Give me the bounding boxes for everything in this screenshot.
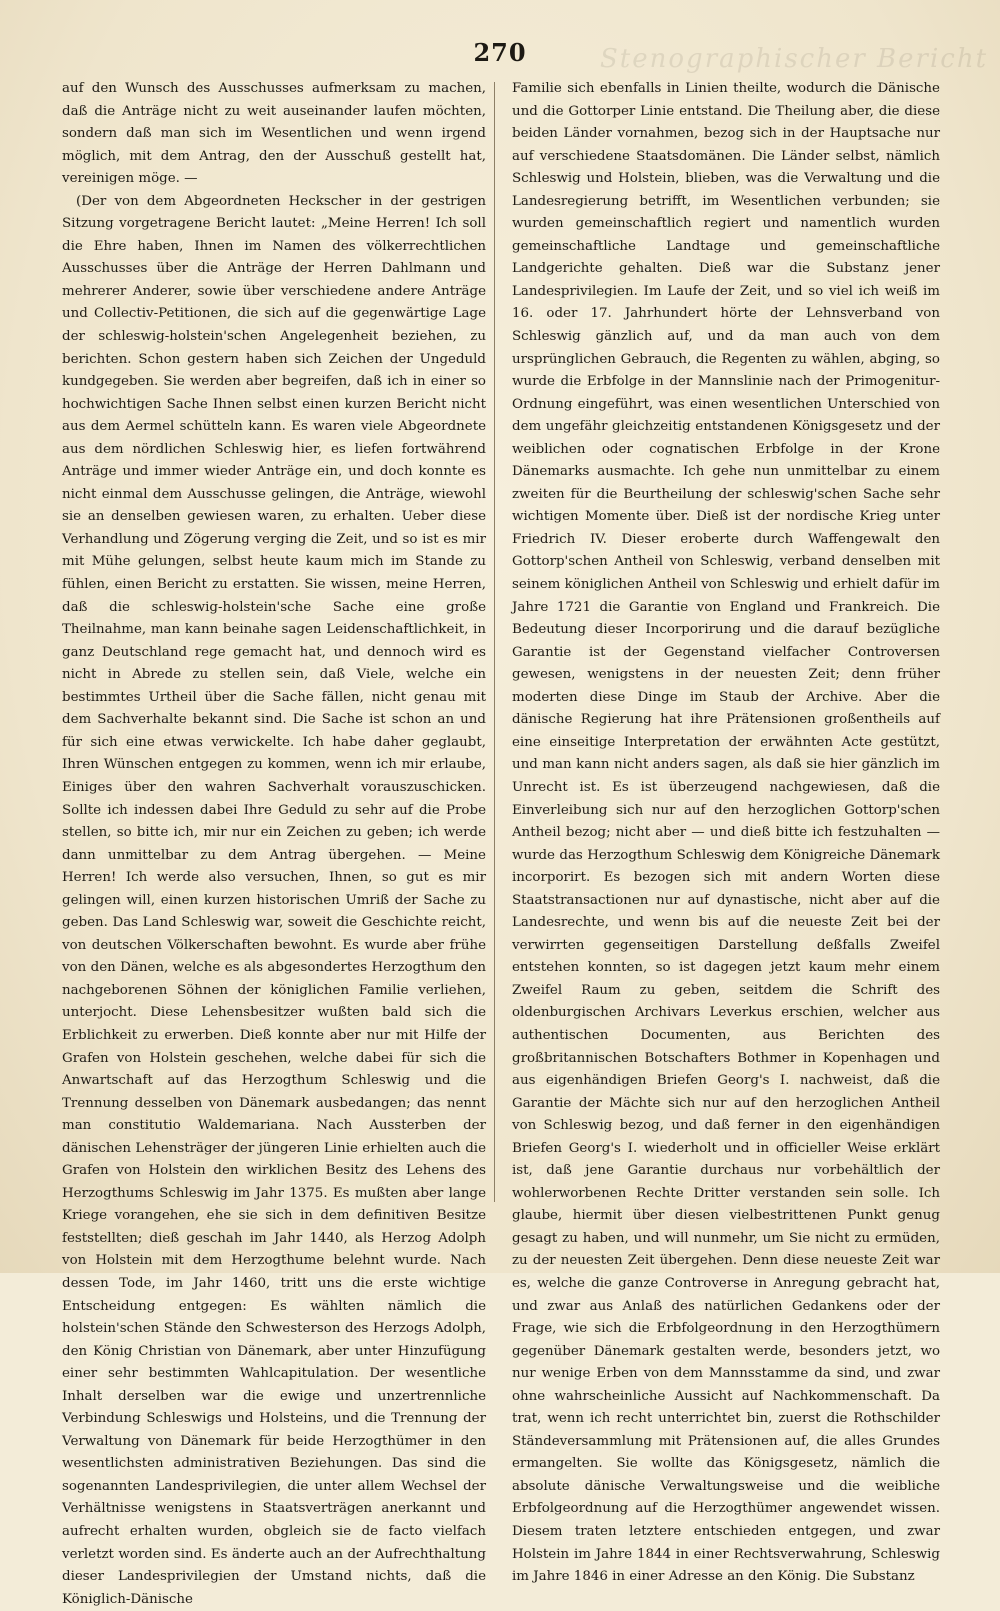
right-column [512, 78, 940, 1589]
page-number: 270 [473, 38, 527, 67]
bleed-through-heading: Stenographischer Bericht [600, 44, 989, 74]
right-paragraph-1: Familie sich ebenfalls in Linien theilte, wodurch die Dänische und die Gottorper Linie entstand. Die Theilung aber, die diese beiden Länder vornahmen, bezog sich in der Hauptsache nur auf verschiedene Staatsdomänen. Die Länder selbst, nämlich Schleswig und Holstein, blieben, was die Verwaltung und die Landesregierung betrifft, im Wesentlichen verbunden; sie wurden gemeinschaftlich regiert und namentlich wurden gemeinschaftliche Landtage und gemeinschaftliche Landgerichte gehalten. Dieß war die Substanz jener Landesprivilegien. Im Laufe der Zeit, und so viel ich weiß im 16. oder 17. Jahrhundert hörte der Lehnsverband von Schleswig gänzlich auf, und da man auch von dem ursprünglichen Gebrauch, die Regenten zu wählen, abging, so wurde die Erbfolge in der Mannslinie nach der Primogenitur-Ordnung eingeführt, was einen wesentlichen Unterschied von dem ungefähr gleichzeitig entstandenen Königsgesetz und der weiblichen oder cognatischen Erbfolge in der Krone Dänemarks ausmachte. Ich gehe nun unmittelbar zu einem zweiten für die Beurtheilung der schleswig'schen Sache sehr wichtigen Momente über. Dieß ist der nordische Krieg unter Friedrich IV. Dieser eroberte durch Waffengewalt den Gottorp'schen Antheil von Schleswig, verband denselben mit seinem königlichen Antheil von Schleswig und erhielt dafür im Jahre 1721 die Garantie von England und Frankreich. Die Bedeutung dieser Incorporirung und die darauf bezügliche Garantie ist der Gegenstand vielfacher Controversen gewesen, wenigstens in der neuesten Zeit; denn früher moderten diese Dinge im Staub der Archive. Aber die dänische Regierung hat ihre Prätensionen großentheils auf eine einseitige Interpretation der erwähnten Acte gestützt, und man kann nicht anders sagen, als daß sie hier gänzlich im Unrecht ist. Es ist überzeugend nachgewiesen, daß die Einverleibung sich nur auf den herzoglichen Gottorp'schen Antheil bezog; nicht aber — und dieß bitte ich festzuhalten — wurde das Herzogthum Schleswig dem Königreiche Dänemark incorporirt. Es bezogen sich mit andern Worten diese Staatstransactionen nur auf dynastische, nicht aber auf die Landesrechte, und wenn bis auf die neueste Zeit bei der verwirrten gegenseitigen Darstellung deßfalls Zweifel entstehen konnten, so ist dagegen jetzt kaum mehr einem Zweifel Raum zu geben, seitdem die Schrift des oldenburgischen Archivars Leverkus erschien, welcher aus authentischen Documenten, aus Berichten des großbritannischen Botschafters Bothmer in Kopenhagen und aus eigenhändigen Briefen Georg's I. nachweist, daß die Garantie der Mächte sich nur auf den herzoglichen Antheil von Schleswig bezog, und daß ferner in den eigenhändigen Briefen Georg's I. wiederholt und in officieller Weise erklärt ist, daß jene Garantie durchaus nur vorbehältlich der wohlerworbenen Rechte Dritter verstanden sein solle. Ich glaube, hiermit über diesen vielbestrittenen Punkt genug gesagt zu haben, und will nunmehr, um Sie nicht zu ermüden, zu der neuesten Zeit übergehen. Denn diese neueste Zeit war es, welche die ganze Controverse in Anregung gebracht hat, und zwar aus Anlaß des natürlichen Gedankens oder der Frage, wie sich die Erbfolgeordnung in den Herzogthümern gegenüber Dänemark gestalten werde, besonders jetzt, wo nur wenige Erben von dem Mannsstamme da sind, und zwar ohne wahrscheinliche Aussicht auf Nachkommenschaft. Da trat, wenn ich recht unterrichtet bin, zuerst die Rothschilder Ständeversammlung mit Prätensionen auf, die alles Grundes ermangelten. Sie wollte das Königsgesetz, nämlich die absolute dänische Verwaltungsweise und die weibliche Erbfolgeordnung auf die Herzogthümer angewendet wissen. Diesem traten letztere entschieden entgegen, und zwar Holstein im Jahre 1844 in einer Rechtsverwahrung, Schleswig im Jahre 1846 in einer Adresse an den König. Die Substanz [512, 81, 940, 1585]
left-column [62, 78, 486, 1611]
left-paragraph-1: auf den Wunsch des Ausschusses aufmerksam zu machen, daß die Anträge nicht zu weit auseinander laufen möchten, sondern daß man sich im Wesentlichen und wenn irgend möglich, mit dem Antrag, den der Ausschuß gestellt hat, vereinigen möge. — [62, 81, 486, 187]
left-paragraph-2: (Der von dem Abgeordneten Heckscher in der gestrigen Sitzung vorgetragene Bericht lautet: „Meine Herren! Ich soll die Ehre haben, Ihnen im Namen des völkerrechtlichen Ausschusses über die Anträge der Herren Dahlmann und mehrerer Anderer, sowie über verschiedene andere Anträge und Collectiv-Petitionen, die sich auf die gegenwärtige Lage der schleswig-holstein'schen Angelegenheit beziehen, zu berichten. Schon gestern haben sich Zeichen der Ungeduld kundgegeben. Sie werden aber begreifen, daß ich in einer so hochwichtigen Sache Ihnen selbst einen kurzen Bericht nicht aus dem Aermel schütteln kann. Es waren viele Abgeordnete aus dem nördlichen Schleswig hier, es liefen fortwährend Anträge und immer wieder Anträge ein, und doch konnte es nicht einmal dem Ausschusse gelingen, die Anträge, wiewohl sie an denselben gewiesen waren, zu erhalten. Ueber diese Verhandlung und Zögerung verging die Zeit, und so ist es mir mit Mühe gelungen, selbst heute kaum mich im Stande zu fühlen, einen Bericht zu erstatten. Sie wissen, meine Herren, daß die schleswig-holstein'sche Sache eine große Theilnahme, man kann beinahe sagen Leidenschaftlichkeit, in ganz Deutschland rege gemacht hat, und dennoch wird es nicht in Abrede zu stellen sein, daß Viele, welche ein bestimmtes Urtheil über die Sache fällen, nicht genau mit dem Sachverhalte bekannt sind. Die Sache ist schon an und für sich eine etwas verwickelte. Ich habe daher geglaubt, Ihren Wünschen entgegen zu kommen, wenn ich mir erlaube, Einiges über den wahren Sachverhalt vorauszuschicken. Sollte ich indessen dabei Ihre Geduld zu sehr auf die Probe stellen, so bitte ich, mir nur ein Zeichen zu geben; ich werde dann unmittelbar zu dem Antrag übergehen. — Meine Herren! Ich werde also versuchen, Ihnen, so gut es mir gelingen will, einen kurzen historischen Umriß der Sache zu geben. Das Land Schleswig war, soweit die Geschichte reicht, von deutschen Völkerschaften bewohnt. Es wurde aber frühe von den Dänen, welche es als abgesondertes Herzogthum den nachgeborenen Söhnen der königlichen Familie verliehen, unterjocht. Diese Lehensbesitzer wußten bald sich die Erblichkeit zu erwerben. Dieß konnte aber nur mit Hilfe der Grafen von Holstein geschehen, welche dabei für sich die Anwartschaft auf das Herzogthum Schleswig und die Trennung desselben von Dänemark ausbedangen; das nennt man constitutio Waldemariana. Nach Aussterben der dänischen Lehensträger der jüngeren Linie erhielten auch die Grafen von Holstein den wirklichen Besitz des Lehens des Herzogthums Schleswig im Jahr 1375. Es mußten aber lange Kriege vorangehen, ehe sie sich in dem definitiven Besitze feststellten; dieß geschah im Jahr 1440, als Herzog Adolph von Holstein mit dem Herzogthume belehnt wurde. Nach dessen Tode, im Jahr 1460, tritt uns die erste wichtige Entscheidung entgegen: Es wählten nämlich die holstein'schen Stände den Schwesterson des Herzogs Adolph, den König Christian von Dänemark, aber unter Hinzufügung einer sehr bestimmten Wahlcapitulation. Der wesentliche Inhalt derselben war die ewige und unzertrennliche Verbindung Schleswigs und Holsteins, und die Trennung der Verwaltung von Dänemark für beide Herzogthümer in den wesentlichsten administrativen Beziehungen. Das sind die sogenannten Landesprivilegien, die unter allem Wechsel der Verhältnisse wenigstens in Staatsverträgen anerkannt und aufrecht erhalten wurden, obgleich sie de facto vielfach verletzt worden sind. Es änderte auch an der Aufrechthaltung dieser Landesprivilegien der Umstand nichts, daß die Königlich-Dänische [62, 193, 486, 1607]
column-divider [494, 82, 495, 1202]
